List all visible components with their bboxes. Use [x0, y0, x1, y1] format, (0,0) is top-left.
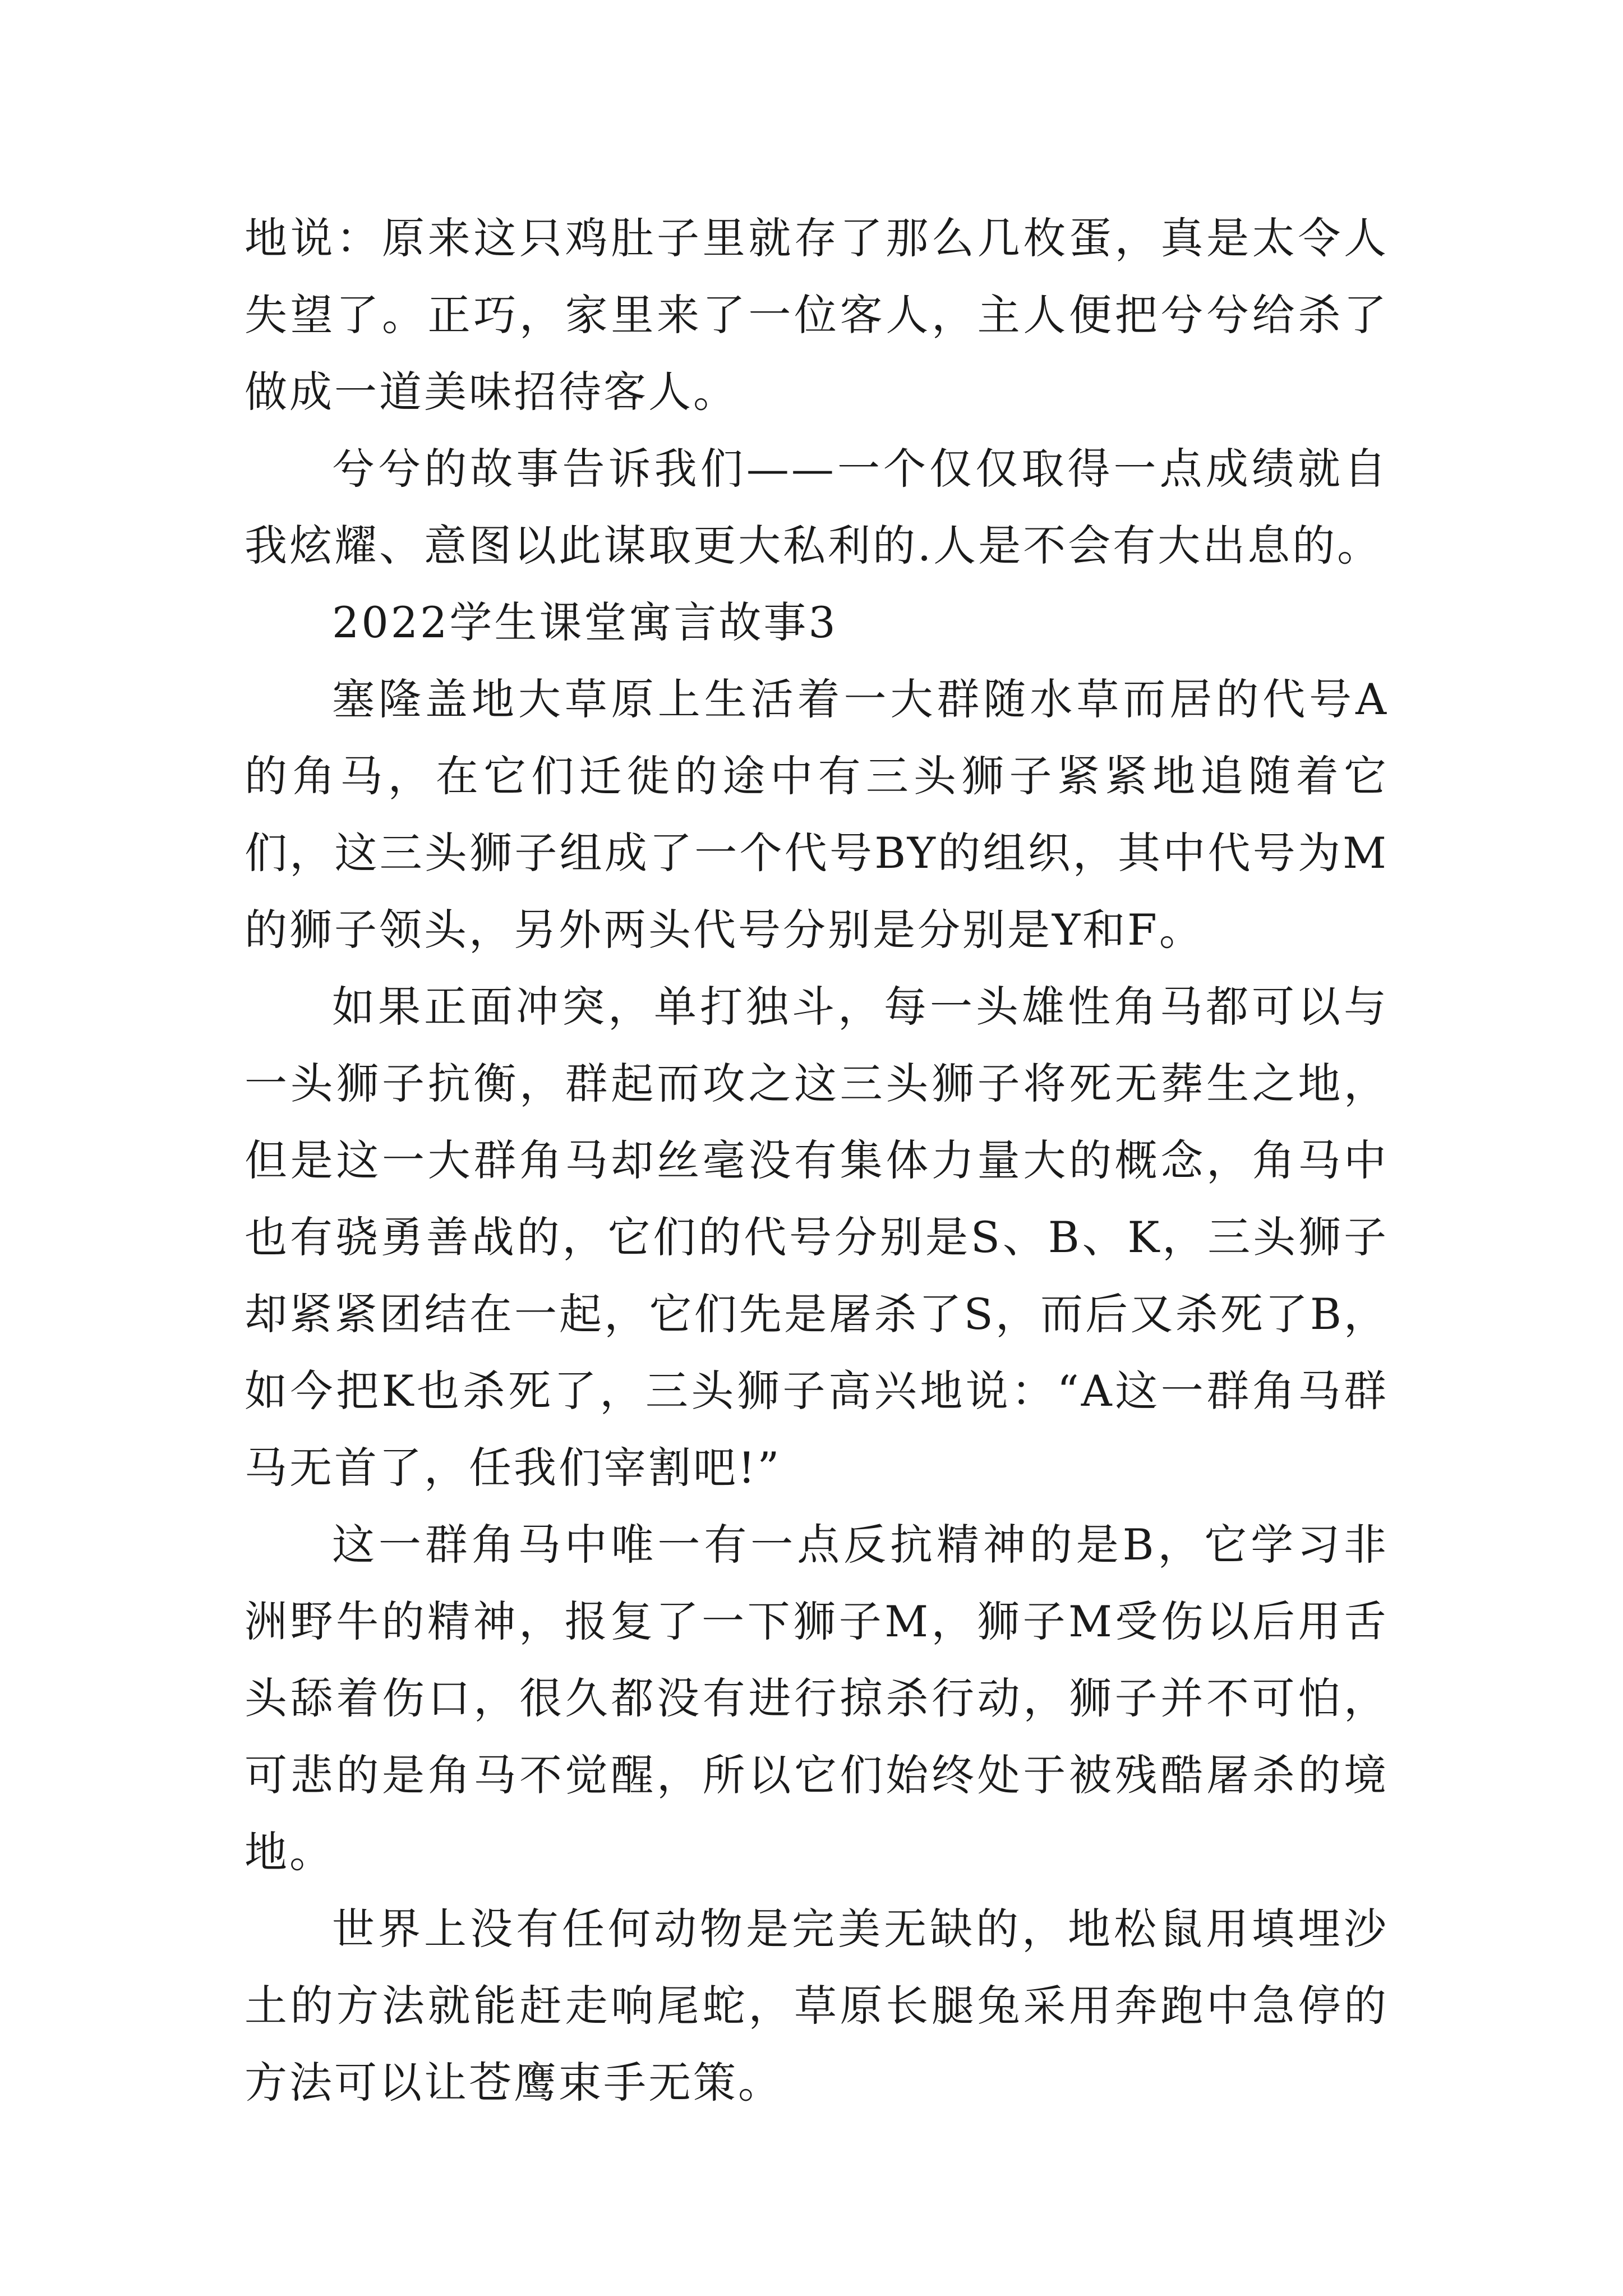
- paragraph: 塞隆盖地大草原上生活着一大群随水草而居的代号A的角马，在它们迁徙的途中有三头狮子紧紧地追随着它们，这三头狮子组成了一个代号BY的组织，其中代号为M的狮子领头，另外两头代号分别是分别是Y和F。: [245, 674, 1389, 955]
- document-body: [245, 200, 1389, 2121]
- paragraph: 这一群角马中唯一有一点反抗精神的是B，它学习非洲野牛的精神，报复了一下狮子M，狮子M受伤以后用舌头舔着伤口，很久都没有进行掠杀行动，狮子并不可怕，可悲的是角马不觉醒，所以它们始终处于被残酷屠杀的境地。: [245, 1520, 1389, 1877]
- paragraph: 如果正面冲突，单打独斗，每一头雄性角马都可以与一头狮子抗衡，群起而攻之这三头狮子将死无葬生之地，但是这一大群角马却丝毫没有集体力量大的概念，角马中也有骁勇善战的，它们的代号分别是S、B、K，三头狮子却紧紧团结在一起，它们先是屠杀了S，而后又杀死了B，如今把K也杀死了，三头狮子高兴地说：“A这一群角马群马无首了，任我们宰割吧!”: [245, 982, 1389, 1493]
- paragraph: 世界上没有任何动物是完美无缺的，地松鼠用填埋沙土的方法就能赶走响尾蛇，草原长腿兔采用奔跑中急停的方法可以让苍鹰束手无策。: [245, 1904, 1389, 2108]
- section-heading: 2022学生课堂寓言故事3: [332, 597, 838, 647]
- paragraph: 地说：原来这只鸡肚子里就存了那么几枚蛋，真是太令人失望了。正巧，家里来了一位客人，主人便把兮兮给杀了做成一道美味招待客人。: [245, 213, 1389, 417]
- paragraph: 兮兮的故事告诉我们——一个仅仅取得一点成绩就自我炫耀、意图以此谋取更大私利的.人是不会有大出息的。: [245, 444, 1389, 570]
